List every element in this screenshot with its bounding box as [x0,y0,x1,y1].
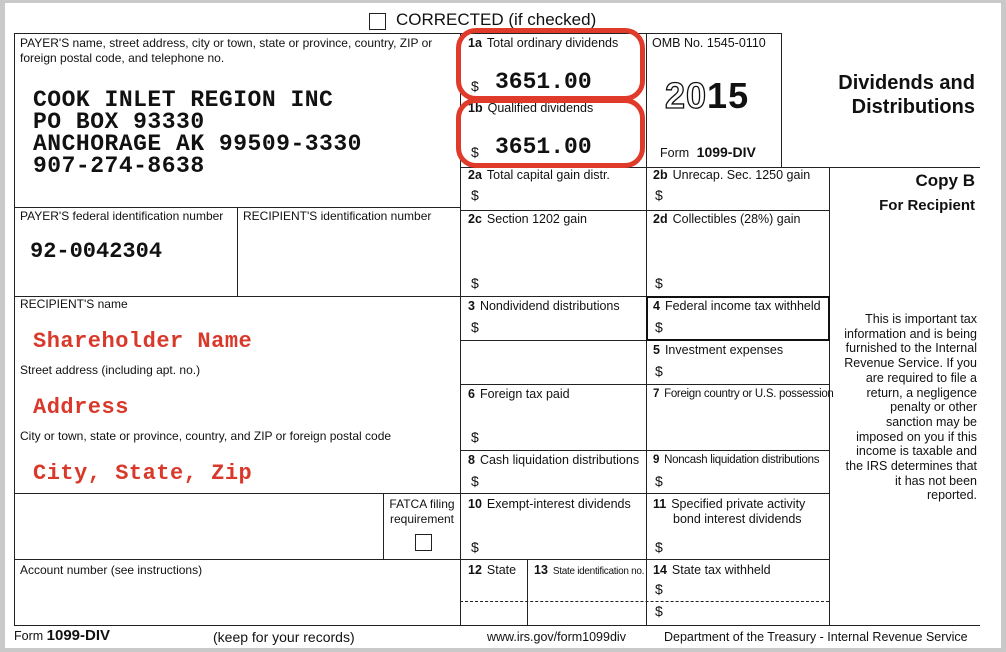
form-1099-div [5,3,1001,648]
payer-fed-id-label: PAYER'S federal identification number [20,209,224,223]
box-2a-label [468,168,610,183]
box-3-number: 3 [468,299,475,313]
payer-city: ANCHORAGE AK 99509-3330 [33,131,362,157]
recipient-street: Address [33,395,129,420]
box-9-text: Noncash liquidation distributions [664,454,820,466]
payer-fed-id: 92-0042304 [30,239,163,264]
box-8-dollar: $ [471,473,479,489]
box-10-text: Exempt-interest dividends [486,497,631,511]
box-7-label [653,387,834,402]
footer-form-name: 1099-DIV [46,627,111,644]
box-2d-dollar: $ [655,275,663,291]
box-8-label [468,453,639,468]
street-label: Street address (including apt. no.) [20,363,201,377]
box-14-text: State tax withheld [671,563,771,577]
footer-dept: Department of the Treasury - Internal Revenue Service [664,630,968,644]
box-4-dollar: $ [655,319,663,335]
box-2b-dollar: $ [655,187,663,203]
box-1a-dollar: $ [471,78,479,94]
box-14-dollar-1: $ [655,581,663,597]
box-4-label [653,299,821,314]
box-5-number: 5 [653,343,660,357]
box-6-dollar: $ [471,429,479,445]
box-2b-text: Unrecap. Sec. 1250 gain [672,168,811,182]
box-6-number: 6 [468,387,475,401]
box-2d-label [653,212,800,227]
box-5-text: Investment expenses [664,343,784,357]
box-10-number: 10 [468,497,482,511]
fatca-checkbox[interactable] [415,534,432,551]
box-8-text: Cash liquidation distributions [479,453,640,467]
corrected-checkbox[interactable] [369,13,386,30]
payer-name: COOK INLET REGION INC [33,87,334,113]
footer-form [14,627,110,644]
box-11-text-line1: Specified private activity [671,497,806,511]
box-12-label [468,563,516,578]
box-11-text-line2: bond interest dividends [673,512,802,526]
highlight-oval-1b [456,98,645,168]
payer-phone: 907-274-8638 [33,153,205,179]
for-recipient-label: For Recipient [879,197,975,214]
tax-year-outline: 20 [665,75,708,116]
payer-street: PO BOX 93330 [33,109,205,135]
box-14-dollar-2: $ [655,603,663,619]
box-6-label [468,387,570,402]
fatca-label [383,497,461,527]
box-13-number: 13 [534,563,548,577]
corrected-label: CORRECTED (if checked) [396,10,597,29]
fatca-label-line2: requirement [389,512,455,526]
box-3-label [468,299,620,314]
box-13-label [534,563,644,579]
form-title-line2: Distributions [851,96,975,118]
box-1a-number: 1a [468,36,482,50]
tax-year [665,75,749,117]
box-10-label [468,497,631,512]
box-2c-text: Section 1202 gain [486,212,587,226]
box-13-text: State identification no. [552,566,645,577]
omb-number: OMB No. 1545-0110 [652,36,766,50]
footer-keep: (keep for your records) [213,629,355,645]
recipient-notice: This is important tax information and is being furnished to the Internal Revenue Service. If you are required to file a return, a negligence penalty or other sanction may be imposed on you if this income is taxable and the IRS determines that it has not been reported. [844,312,977,503]
box-7-text: Foreign country or U.S. possession [664,388,834,400]
box-1b-value[interactable]: 3651.00 [495,134,592,160]
box-10-dollar: $ [471,539,479,555]
box-7-number: 7 [653,388,660,400]
box-11-label [653,497,805,527]
payer-label: PAYER'S name, street address, city or town, state or province, country, ZIP or foreign postal code, and telephone no. [20,36,433,65]
box-4-text: Federal income tax withheld [664,299,821,313]
footer-url: www.irs.gov/form1099div [487,630,626,644]
box-2d-text: Collectibles (28%) gain [672,212,801,226]
recipient-name-label: RECIPIENT'S name [20,297,128,311]
copy-b-label: Copy B [915,171,975,190]
form-name-header [660,144,756,160]
footer-form-prefix: Form [14,629,44,643]
box-1b-dollar: $ [471,144,479,160]
box-1b-text: Qualified dividends [487,101,594,115]
recipient-name: Shareholder Name [33,329,253,354]
form-title [838,71,975,119]
box-9-dollar: $ [655,473,663,489]
box-2d-number: 2d [653,212,668,226]
box-1a-value[interactable]: 3651.00 [495,69,592,95]
city-label: City or town, state or province, country, and ZIP or foreign postal code [20,429,392,443]
box-2a-dollar: $ [471,187,479,203]
form-prefix: Form [660,146,690,160]
box-12-text: State [486,563,517,577]
box-3-dollar: $ [471,319,479,335]
box-2c-dollar: $ [471,275,479,291]
box-11-number: 11 [653,497,667,511]
box-8-number: 8 [468,453,475,467]
box-14-label [653,563,771,578]
box-12-number: 12 [468,563,482,577]
box-2b-number: 2b [653,168,668,182]
box-5-dollar: $ [655,363,663,379]
box-2c-label [468,212,587,227]
box-14-number: 14 [653,563,667,577]
recipient-city: City, State, Zip [33,461,253,486]
box-2b-label [653,168,810,183]
box-2a-number: 2a [468,168,482,182]
box-6-text: Foreign tax paid [479,387,570,401]
account-number-label: Account number (see instructions) [20,563,203,577]
box-9-label [653,453,819,468]
box-4-number: 4 [653,299,660,313]
recipient-id-label: RECIPIENT'S identification number [243,209,432,223]
box-2c-number: 2c [468,212,482,226]
fatca-label-line1: FATCA filing [389,497,455,511]
box-5-label [653,343,783,358]
box-3-text: Nondividend distributions [479,299,620,313]
box-2a-text: Total capital gain distr. [486,168,610,182]
tax-year-bold: 15 [707,75,750,116]
box-9-number: 9 [653,454,660,466]
box-1a-text: Total ordinary dividends [486,36,619,50]
box-11-dollar: $ [655,539,663,555]
form-title-line1: Dividends and [838,72,975,94]
highlight-oval-1a [456,28,645,101]
form-name: 1099-DIV [696,144,756,160]
box-1b-number: 1b [468,101,483,115]
